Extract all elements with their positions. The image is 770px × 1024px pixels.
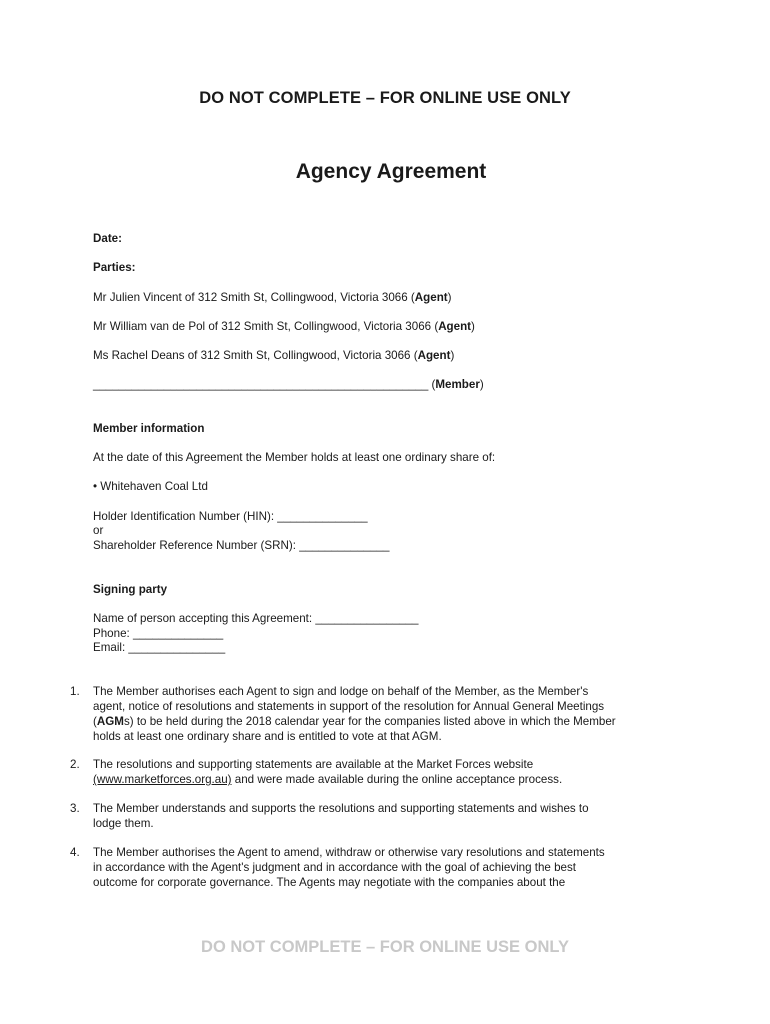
clause-text xyxy=(93,801,683,831)
party-role: Agent xyxy=(417,349,451,362)
agm-term: AGM xyxy=(96,715,124,728)
clause-line-rest: and were made available during the online acceptance process. xyxy=(231,773,563,786)
clause-text xyxy=(93,757,683,787)
member-close: ) xyxy=(479,378,484,391)
clause-line-rest: s) to be held during the 2018 calendar year for the companies listed above in which the Member xyxy=(123,715,616,728)
party-close: ) xyxy=(471,320,475,333)
parties-label: Parties: xyxy=(93,261,136,274)
clause-line-open: ( xyxy=(93,715,97,728)
date-label: Date: xyxy=(93,232,122,245)
clause-line: The Member authorises the Agent to amend, withdraw or otherwise vary resolutions and statements xyxy=(93,846,605,859)
signer-name-field: Name of person accepting this Agreement: ________________ xyxy=(93,612,419,625)
top-banner: DO NOT COMPLETE – FOR ONLINE USE ONLY xyxy=(199,89,571,107)
hin-field: Holder Identification Number (HIN): ______________ xyxy=(93,510,368,523)
clause-number: 4. xyxy=(70,846,80,859)
party-text: Ms Rachel Deans of 312 Smith St, Collingwood, Victoria 3066 ( xyxy=(93,349,418,362)
party-line xyxy=(93,319,475,334)
clause-number: 3. xyxy=(70,802,80,815)
clause-line: The Member understands and supports the resolutions and supporting statements and wishes to xyxy=(93,802,589,815)
clause-number: 2. xyxy=(70,758,80,771)
member-blank: ____________________________________________________ ( xyxy=(93,378,436,391)
party-line xyxy=(93,290,452,305)
clause-line: outcome for corporate governance. The Agents may negotiate with the companies about the xyxy=(93,876,566,889)
phone-field: Phone: ______________ xyxy=(93,627,224,640)
clause-line: agent, notice of resolutions and statements in support of the resolution for Annual General Meetings xyxy=(93,700,605,713)
bottom-banner: DO NOT COMPLETE – FOR ONLINE USE ONLY xyxy=(201,938,569,956)
clause-line: lodge them. xyxy=(93,817,154,830)
email-field: Email: _______________ xyxy=(93,641,226,654)
party-role: Agent xyxy=(438,320,472,333)
or-text: or xyxy=(93,524,104,537)
party-close: ) xyxy=(447,291,452,304)
clause-number: 1. xyxy=(70,685,80,698)
party-line xyxy=(93,348,454,363)
clause-line xyxy=(93,772,683,787)
member-info-heading: Member information xyxy=(93,422,205,435)
party-text: Mr William van de Pol of 312 Smith St, Collingwood, Victoria 3066 ( xyxy=(93,320,439,333)
member-info-intro: At the date of this Agreement the Member holds at least one ordinary share of: xyxy=(93,451,496,464)
member-line xyxy=(93,377,484,392)
signing-party-heading: Signing party xyxy=(93,583,168,596)
clause-line: The Member authorises each Agent to sign and lodge on behalf of the Member, as the Member's xyxy=(93,685,589,698)
clause-line: holds at least one ordinary share and is entitled to vote at that AGM. xyxy=(93,730,442,743)
clause-text xyxy=(93,845,683,890)
member-role: Member xyxy=(435,378,480,391)
clause-line xyxy=(93,714,683,729)
clause-text xyxy=(93,684,683,744)
company-item: • Whitehaven Coal Ltd xyxy=(93,480,208,493)
clause-line: The resolutions and supporting statements are available at the Market Forces website xyxy=(93,758,534,771)
party-text: Mr Julien Vincent of 312 Smith St, Collingwood, Victoria 3066 ( xyxy=(93,291,415,304)
clause-line: in accordance with the Agent's judgment and in accordance with the goal of achieving the best xyxy=(93,861,577,874)
srn-field: Shareholder Reference Number (SRN): ______________ xyxy=(93,539,390,552)
market-forces-link[interactable]: (www.marketforces.org.au) xyxy=(93,773,232,786)
page-title: Agency Agreement xyxy=(295,160,487,183)
party-close: ) xyxy=(450,349,455,362)
party-role: Agent xyxy=(414,291,448,304)
